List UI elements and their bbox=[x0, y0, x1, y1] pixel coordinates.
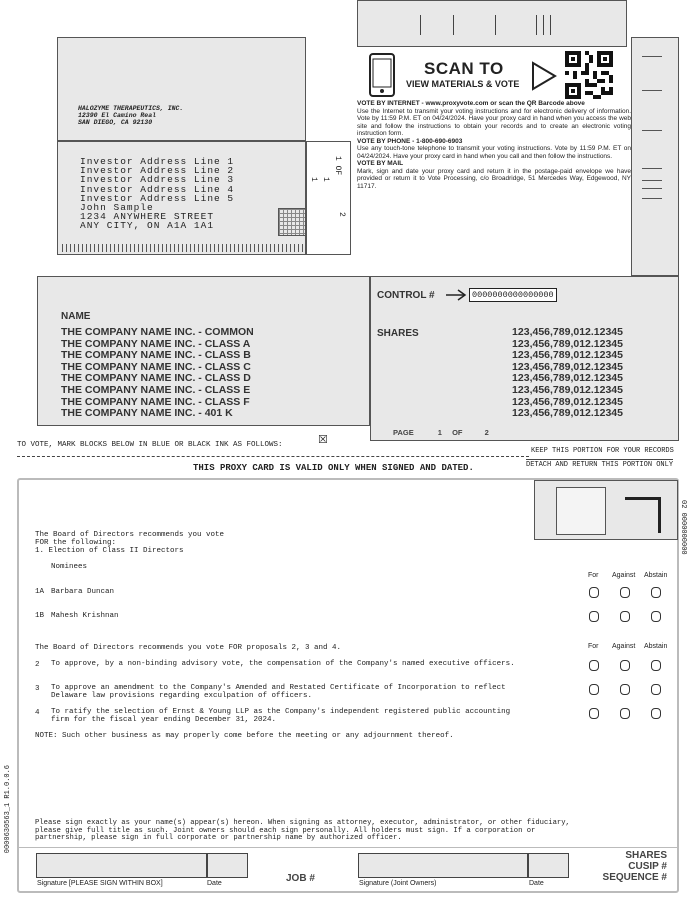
page-of: OF bbox=[452, 428, 463, 437]
phone-icon bbox=[368, 53, 396, 97]
detach-portion: DETACH AND RETURN THIS PORTION ONLY bbox=[526, 461, 674, 469]
nominee-1a-name: Barbara Duncan bbox=[51, 588, 115, 596]
arrow-right-icon bbox=[445, 289, 467, 301]
footer-shares: SHARES bbox=[625, 850, 667, 861]
page-label: PAGE bbox=[393, 428, 414, 437]
sender-line1: 12390 El Camino Real bbox=[78, 112, 157, 119]
nominee-1a-id: 1A bbox=[35, 588, 45, 596]
mark-symbol: ☒ bbox=[318, 434, 328, 446]
control-number: 0000000000000000 bbox=[469, 288, 557, 302]
sender-name: HALOZYME THERAPEUTICS, INC. bbox=[78, 105, 184, 112]
vote-against-1a[interactable] bbox=[620, 587, 630, 598]
proposal-2-id: 2 bbox=[35, 661, 40, 669]
recommendation-1: The Board of Directors recommends you vote FOR the following: bbox=[35, 531, 225, 547]
col-against: Against bbox=[612, 572, 636, 579]
share-amount: 123,456,789,012.12345 bbox=[512, 395, 623, 408]
col-for: For bbox=[588, 572, 599, 579]
vote-abstain-1a[interactable] bbox=[651, 587, 661, 598]
page-num: 1 bbox=[437, 428, 442, 437]
investor-line: Investor Address Line 1 bbox=[80, 156, 235, 167]
joint-signature-label: Signature (Joint Owners) bbox=[359, 880, 437, 887]
ruler-ticks bbox=[62, 244, 306, 252]
vote-against-3[interactable] bbox=[620, 684, 630, 695]
vote-for-4[interactable] bbox=[589, 708, 599, 719]
phone-body: Use any touch-tone telephone to transmit your voting instructions. Vote by 11:59 P.M. ET on 04/24/2024. Have your proxy card in hand when you call and then follow the instructions. bbox=[357, 145, 631, 160]
vote-against-4[interactable] bbox=[620, 708, 630, 719]
control-label: CONTROL # bbox=[377, 290, 435, 301]
col-abstain: Abstain bbox=[644, 572, 668, 579]
left-code: 0000630563_1 R1.0.0.6 bbox=[4, 765, 12, 854]
signature-label: Signature [PLEASE SIGN WITHIN BOX] bbox=[37, 880, 163, 887]
vote-against-2[interactable] bbox=[620, 660, 630, 671]
right-margin-tab bbox=[631, 37, 679, 276]
investor-address-box bbox=[57, 141, 306, 255]
qr-code-icon bbox=[565, 51, 613, 99]
mail-heading: VOTE BY MAIL bbox=[357, 160, 404, 167]
share-amount: 123,456,789,012.12345 bbox=[512, 337, 623, 350]
company-name: THE COMPANY NAME INC. - CLASS F bbox=[61, 395, 250, 408]
side-page-d: 2 bbox=[337, 212, 346, 217]
joint-signature-box[interactable] bbox=[358, 853, 528, 878]
sign-instructions: Please sign exactly as your name(s) appear(s) hereon. When signing as attorney, executor, administrator, or other fiduciary, please give full title as such. Joint owners should each sign personally. All holders must sign. If a corporation or partnership, please sign in full corporate or partnership name by authorized officer. bbox=[35, 819, 570, 842]
nominee-1b-id: 1B bbox=[35, 612, 45, 620]
vote-for-1b[interactable] bbox=[589, 611, 599, 622]
proposal-4-id: 4 bbox=[35, 709, 40, 717]
company-name: THE COMPANY NAME INC. - CLASS C bbox=[61, 360, 251, 373]
vote-for-3[interactable] bbox=[589, 684, 599, 695]
proposal-2-text: To approve, by a non-binding advisory vote, the compensation of the Company's named executive officers. bbox=[51, 660, 515, 668]
postnet-barcode-box bbox=[357, 0, 627, 47]
side-page-box bbox=[306, 141, 351, 255]
phone-heading: VOTE BY PHONE - 1-800-690-6903 bbox=[357, 137, 463, 145]
company-name: THE COMPANY NAME INC. - CLASS A bbox=[61, 337, 251, 350]
date-box[interactable] bbox=[207, 853, 248, 878]
proposal-4-text: To ratify the selection of Ernst & Young LLP as the Company's independent registered public accounting firm for the fiscal year ending December 31, 2024. bbox=[51, 708, 511, 724]
ballot-note: NOTE: Such other business as may properly come before the meeting or any adjournment thereof. bbox=[35, 732, 454, 740]
proposal-3-text: To approve an amendment to the Company's Amended and Restated Certificate of Incorporation to reflect Delaware law provisions regarding exculpation of officers. bbox=[51, 684, 506, 700]
page-total: 2 bbox=[484, 428, 489, 437]
vote-abstain-2[interactable] bbox=[651, 660, 661, 671]
footer-ids bbox=[575, 850, 667, 883]
vote-for-2[interactable] bbox=[589, 660, 599, 671]
footer-sequence: SEQUENCE # bbox=[602, 872, 667, 883]
date-label: Date bbox=[207, 880, 222, 887]
investor-line: Investor Address Line 5 bbox=[80, 192, 235, 204]
company-name: THE COMPANY NAME INC. - COMMON bbox=[61, 326, 254, 338]
nominees-label: Nominees bbox=[51, 563, 88, 571]
detach-line bbox=[17, 456, 529, 457]
vote-abstain-1b[interactable] bbox=[651, 611, 661, 622]
footer-cusip: CUSIP # bbox=[628, 861, 667, 872]
job-label: JOB # bbox=[286, 873, 315, 884]
scan-section bbox=[368, 53, 628, 99]
internet-heading: VOTE BY INTERNET - www.proxyvote.com or scan the QR Barcode above bbox=[357, 100, 585, 107]
item-1: 1. Election of Class II Directors bbox=[35, 547, 184, 555]
proposal-3-id: 3 bbox=[35, 685, 40, 693]
nominee-1b-name: Mahesh Krishnan bbox=[51, 612, 119, 620]
ballot-corner-box bbox=[534, 480, 678, 540]
side-code: 02 0000000000 bbox=[679, 500, 687, 555]
side-page-c: 1 bbox=[309, 177, 318, 182]
holdings-shares-box bbox=[370, 276, 679, 441]
col-abstain-2: Abstain bbox=[644, 643, 668, 650]
play-arrow-icon bbox=[531, 61, 557, 91]
investor-line: 1234 ANYWHERE STREET bbox=[80, 211, 215, 223]
vote-abstain-3[interactable] bbox=[651, 684, 661, 695]
page-indicator bbox=[393, 428, 489, 437]
joint-date-label: Date bbox=[529, 880, 544, 887]
vote-abstain-4[interactable] bbox=[651, 708, 661, 719]
side-page-b: 1 bbox=[321, 177, 330, 182]
col-for-2: For bbox=[588, 643, 599, 650]
share-amount: 123,456,789,012.12345 bbox=[512, 383, 623, 396]
internet-body: Use the Internet to transmit your voting instructions and for electronic delivery of information. Vote by 11:59 P.M. ET on 04/24/2024. Have your proxy card in hand when you access the web site and follow the instructions to obtain your records and to create an electronic voting instruction form. bbox=[357, 107, 631, 137]
shares-list bbox=[491, 327, 623, 420]
company-list bbox=[61, 327, 254, 420]
keep-portion: KEEP THIS PORTION FOR YOUR RECORDS bbox=[531, 447, 674, 455]
mail-body: Mark, sign and date your proxy card and return it in the postage-paid envelope we have provided or return it to Vote Processing, c/o Broadridge, 51 Mercedes Way, Edgewood, NY 11717. bbox=[357, 167, 631, 190]
share-amount: 123,456,789,012.12345 bbox=[512, 326, 623, 338]
sender-line2: SAN DIEGO, CA 92130 bbox=[78, 119, 153, 126]
share-amount: 123,456,789,012.12345 bbox=[512, 372, 623, 385]
joint-date-box[interactable] bbox=[528, 853, 569, 878]
side-page-a: 1 OF bbox=[333, 156, 342, 176]
investor-line: Investor Address Line 2 bbox=[80, 165, 235, 177]
share-amount: 123,456,789,012.12345 bbox=[512, 360, 623, 373]
company-name: THE COMPANY NAME INC. - CLASS E bbox=[61, 383, 251, 396]
shares-label: SHARES bbox=[377, 328, 419, 339]
share-amount: 123,456,789,012.12345 bbox=[512, 349, 623, 362]
signature-strip bbox=[18, 847, 678, 848]
valid-notice: THIS PROXY CARD IS VALID ONLY WHEN SIGNED AND DATED. bbox=[193, 463, 474, 473]
scan-title: SCAN TO bbox=[424, 59, 504, 78]
share-amount: 123,456,789,012.12345 bbox=[512, 407, 623, 420]
signature-box[interactable] bbox=[36, 853, 207, 878]
mark-instructions: TO VOTE, MARK BLOCKS BELOW IN BLUE OR BLACK INK AS FOLLOWS: bbox=[17, 441, 283, 449]
vote-instructions bbox=[357, 100, 631, 190]
recommendation-2: The Board of Directors recommends you vote FOR proposals 2, 3 and 4. bbox=[35, 644, 342, 652]
investor-line: ANY CITY, ON A1A 1A1 bbox=[80, 220, 215, 232]
vote-against-1b[interactable] bbox=[620, 611, 630, 622]
investor-line: Investor Address Line 4 bbox=[80, 183, 235, 195]
vote-for-1a[interactable] bbox=[589, 587, 599, 598]
name-label: NAME bbox=[61, 311, 91, 322]
col-against-2: Against bbox=[612, 643, 636, 650]
grid-box bbox=[278, 208, 306, 236]
scan-subtitle: VIEW MATERIALS & VOTE bbox=[406, 79, 520, 89]
company-name: THE COMPANY NAME INC. - 401 K bbox=[61, 407, 233, 420]
company-name: THE COMPANY NAME INC. - CLASS B bbox=[61, 349, 251, 362]
sender-address-box bbox=[57, 37, 306, 141]
holdings-name-box bbox=[37, 276, 370, 426]
investor-line: John Sample bbox=[80, 202, 154, 214]
investor-line: Investor Address Line 3 bbox=[80, 174, 235, 186]
company-name: THE COMPANY NAME INC. - CLASS D bbox=[61, 372, 251, 385]
